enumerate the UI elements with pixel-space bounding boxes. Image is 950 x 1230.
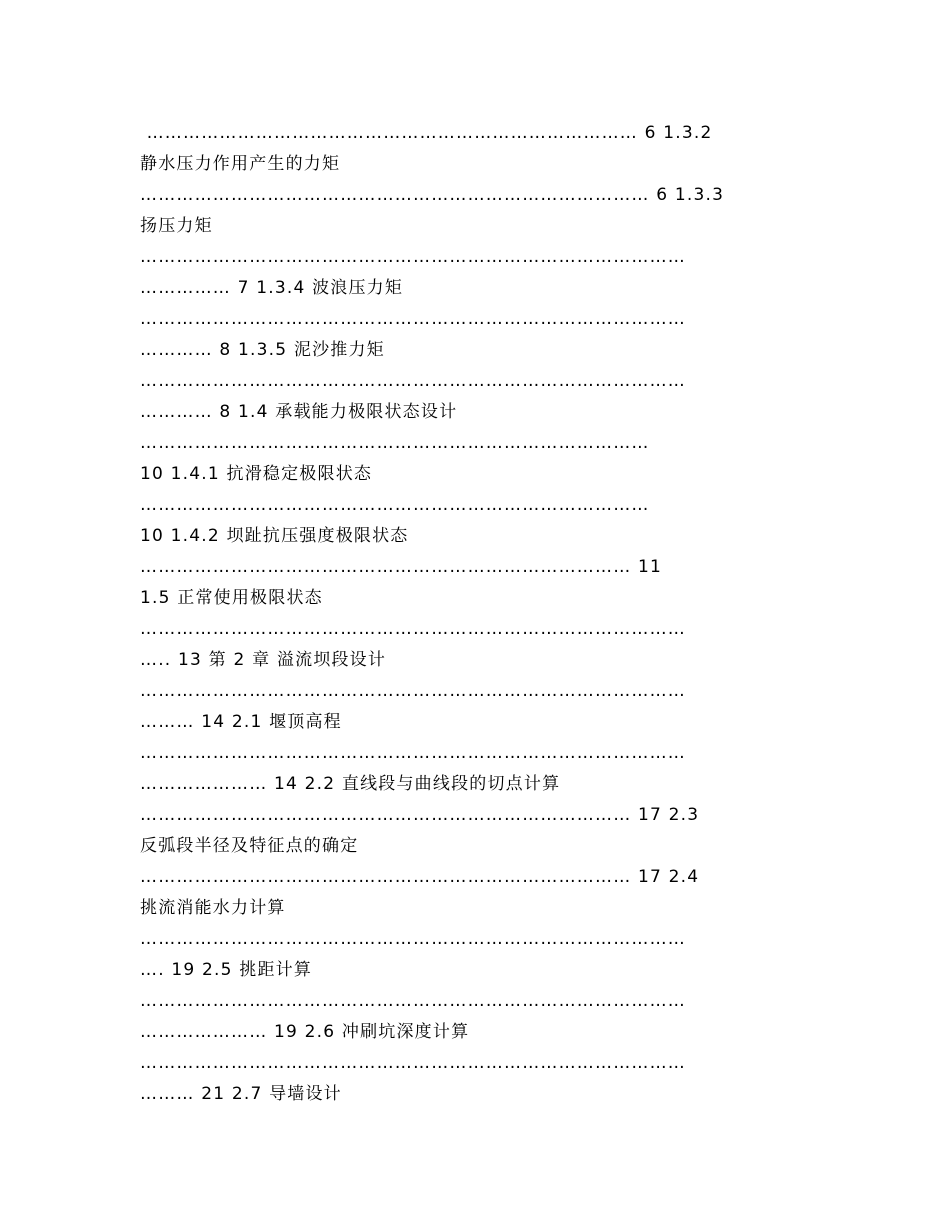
table-of-contents (140, 118, 810, 1110)
toc-line: 挑流消能水力计算 (140, 898, 286, 918)
toc-line: ……………………………………………………………………… 6 1.3.2 (140, 123, 713, 143)
toc-line: ……………………………………………………………………… 17 2.3 (140, 805, 700, 825)
toc-line: ……………………………………………………………………………… (140, 619, 686, 639)
toc-line: 静水压力作用产生的力矩 (140, 154, 341, 174)
toc-line: …. 19 2.5 挑距计算 (140, 960, 313, 980)
toc-line: ……………………………………………………………………… 17 2.4 (140, 867, 700, 887)
toc-line: ……………………………………………………………………………… (140, 1053, 686, 1073)
toc-line: ……………………………………………………………………………… (140, 681, 686, 701)
toc-line: ……………………………………………………………………………… (140, 371, 686, 391)
toc-line: ……… 14 2.1 堰顶高程 (140, 712, 342, 732)
toc-line: 1.5 正常使用极限状态 (140, 588, 323, 608)
toc-line: ……………………………………………………………………………… (140, 929, 686, 949)
toc-line: 10 1.4.1 抗滑稳定极限状态 (140, 464, 373, 484)
toc-line: ……………………………………………………………………………… (140, 743, 686, 763)
toc-line: ……………………………………………………………………… 11 (140, 557, 663, 577)
toc-line: ……………………………………………………………………………… (140, 309, 686, 329)
toc-line: ………………………………………………………………………… 6 1.3.3 (140, 185, 725, 205)
toc-line: ………………… 19 2.6 冲刷坑深度计算 (140, 1022, 470, 1042)
toc-line: 扬压力矩 (140, 216, 213, 236)
toc-line: ……… 21 2.7 导墙设计 (140, 1084, 342, 1104)
toc-line: ………… 8 1.4 承载能力极限状态设计 (140, 402, 458, 422)
toc-line: ………………………………………………………………………… (140, 495, 650, 515)
toc-line: 10 1.4.2 坝趾抗压强度极限状态 (140, 526, 409, 546)
toc-line: ………………… 14 2.2 直线段与曲线段的切点计算 (140, 774, 561, 794)
toc-line: ………………………………………………………………………… (140, 433, 650, 453)
toc-line: ….. 13 第 2 章 溢流坝段设计 (140, 650, 387, 670)
toc-line: ………… 8 1.3.5 泥沙推力矩 (140, 340, 385, 360)
toc-line: 反弧段半径及特征点的确定 (140, 836, 359, 856)
toc-line: ……………………………………………………………………………… (140, 247, 686, 267)
toc-line: ……………………………………………………………………………… (140, 991, 686, 1011)
toc-line: …………… 7 1.3.4 波浪压力矩 (140, 278, 404, 298)
